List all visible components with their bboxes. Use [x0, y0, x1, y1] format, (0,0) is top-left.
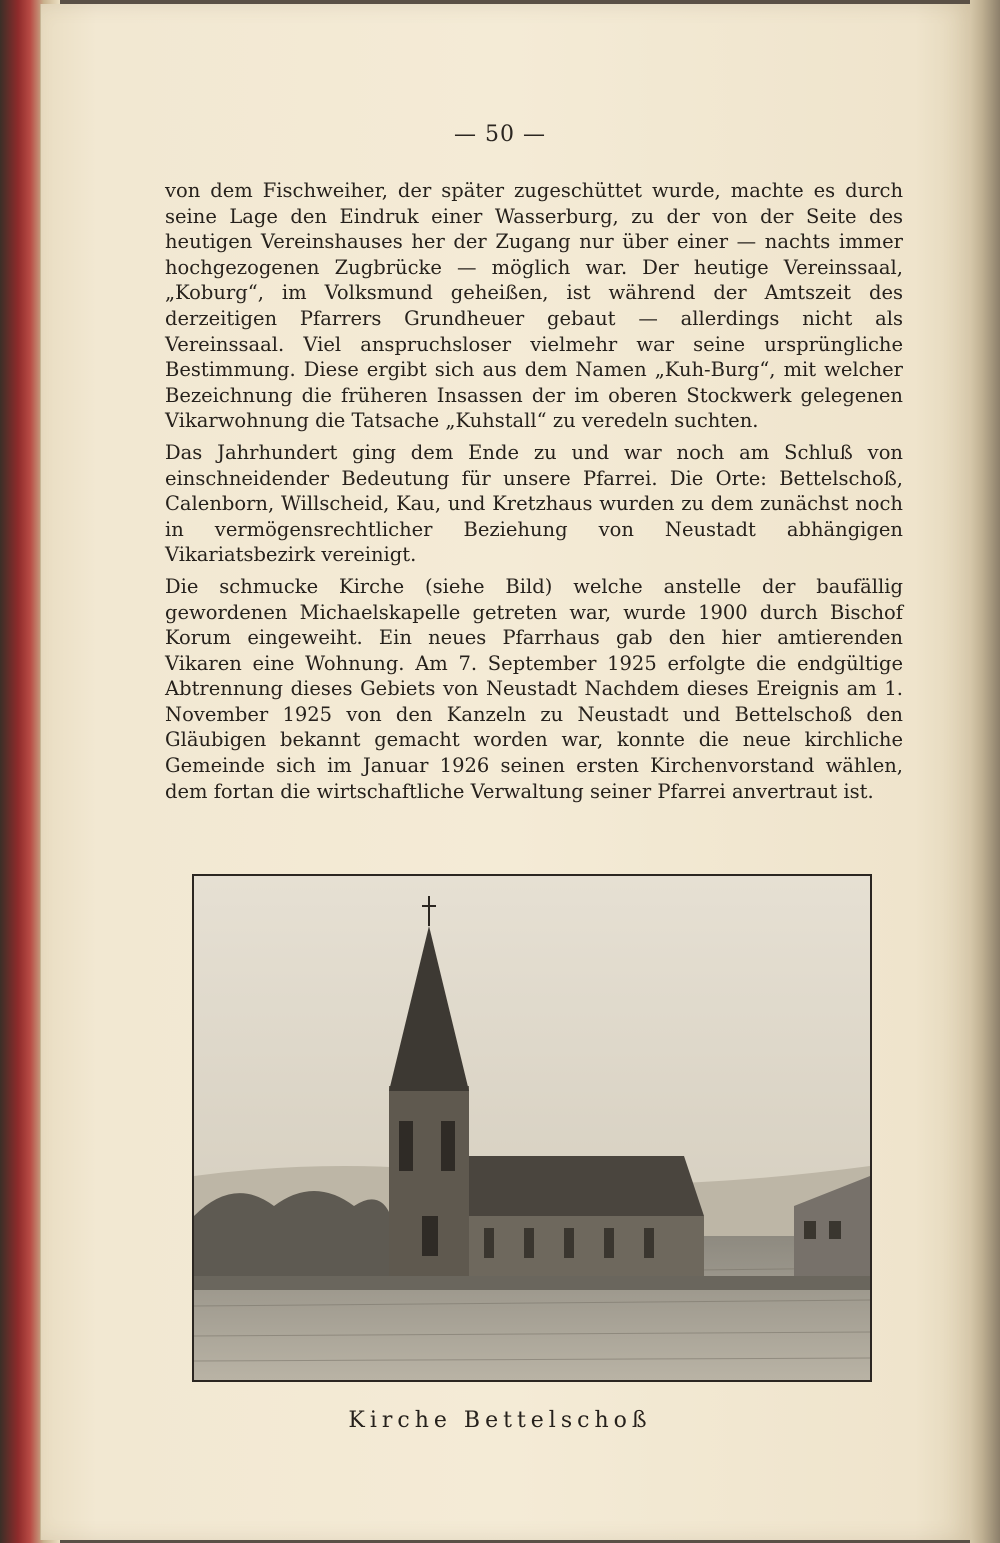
page-edge: [970, 0, 1000, 1543]
page-number: — 50 —: [454, 122, 546, 147]
body-text: [165, 178, 903, 810]
photo-caption: Kirche Bettelschoß: [348, 1408, 652, 1433]
paragraph-3: Die schmucke Kirche (siehe Bild) welche anstelle der baufällig gewordenen Michaelskapelle getreten war, wurde 1900 durch Bischof Korum eingeweiht. Ein neues Pfarrhaus gab den hier amtierenden Vikaren eine Wohnung. Am 7. September 1925 erfolgte die endgültige Abtrennung dieses Gebiets von Neustadt Nachdem dieses Ereignis am 1. November 1925 von den Kanzeln zu Neustadt und Bettelschoß den Gläubigen bekannt gemacht worden war, konnte die neue kirchliche Gemeinde sich im Januar 1926 seinen ersten Kirchenvorstand wählen, dem fortan die wirtschaftliche Verwaltung seiner Pfarrei anvertraut ist.: [165, 574, 903, 803]
paragraph-1: von dem Fischweiher, der später zugeschüttet wurde, machte es durch seine Lage den Eindruk einer Wasserburg, zu der von der Seite des heutigen Vereinshauses her der Zugang nur über einer — nachts immer hochgezogenen Zugbrücke — möglich war. Der heutige Vereinssaal, „Koburg“, im Volksmund geheißen, ist während der Amtszeit des derzeitigen Pfarrers Grundheuer gebaut — allerdings nicht als Vereinssaal. Viel anspruchsloser vielmehr war seine ursprüngliche Bestimmung. Diese ergibt sich aus dem Namen „Kuh-Burg“, mit welcher Bezeichnung die früheren Insassen der im oberen Stockwerk gelegenen Vikarwohnung die Tatsache „Kuhstall“ zu veredeln suchten.: [165, 179, 903, 433]
church-photo: [192, 874, 872, 1382]
church-illustration: [194, 876, 870, 1380]
paragraph-2: Das Jahrhundert ging dem Ende zu und war noch am Schluß von einschneidender Bedeutung für unsere Pfarrei. Die Orte: Bettelschoß, Calenborn, Willscheid, Kau, und Kretzhaus wurden zu dem zunächst noch in vermögensrechtlicher Beziehung von Neustadt abhängigen Vikariatsbezirk vereinigt.: [165, 440, 903, 567]
